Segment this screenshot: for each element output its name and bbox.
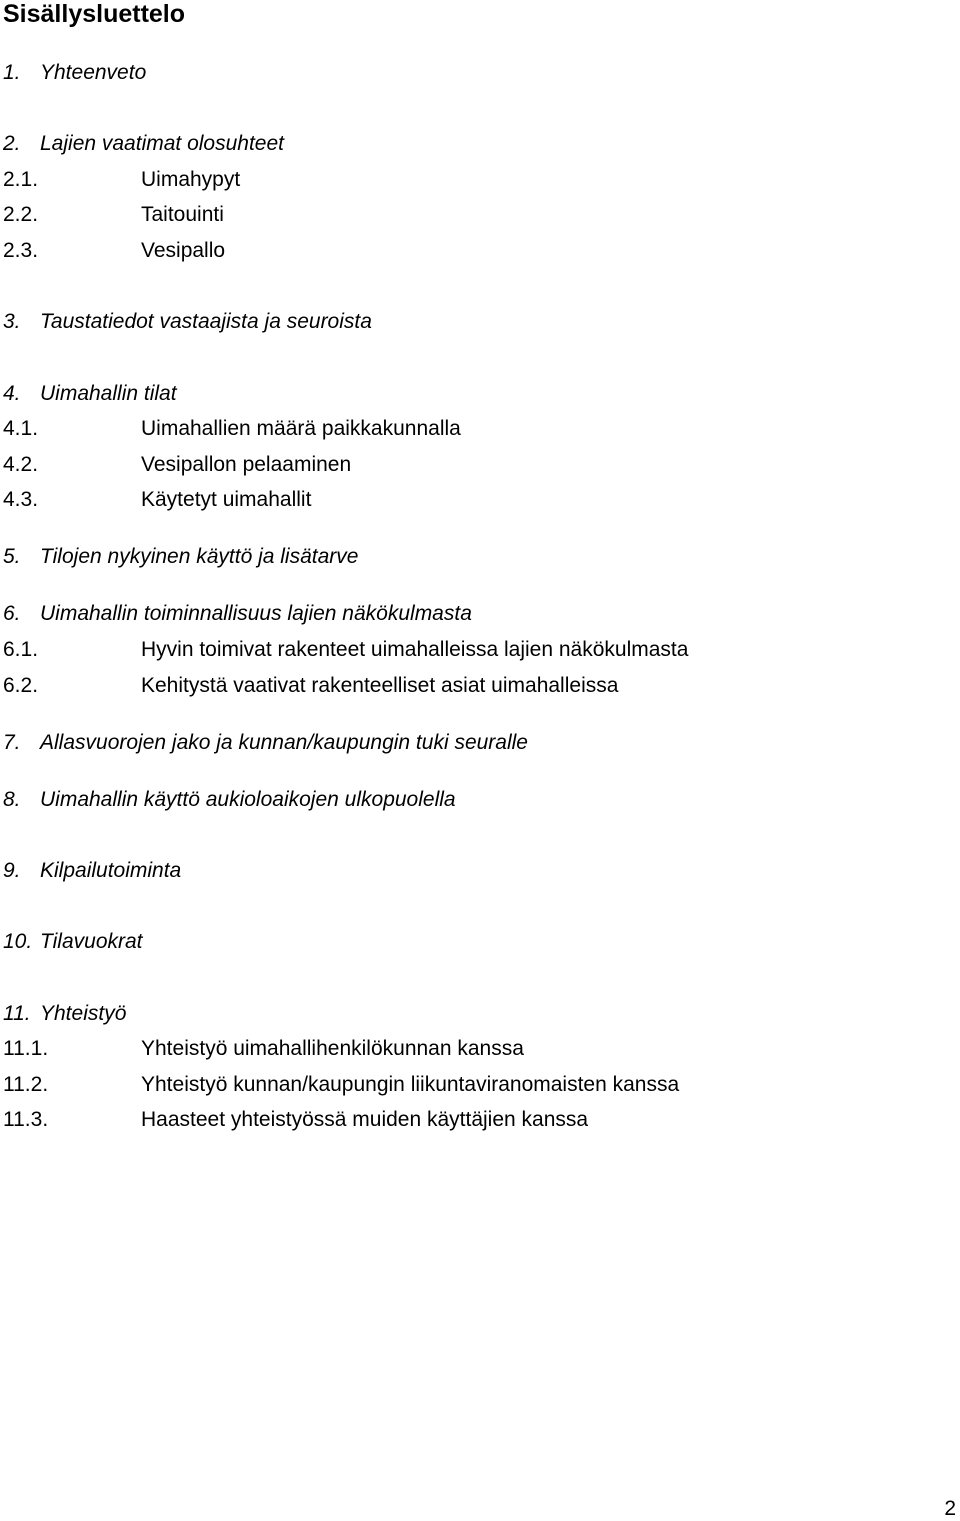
- toc-entry-5: [3, 545, 358, 569]
- toc-entry-number: 11.1.: [3, 1037, 49, 1060]
- page-number: 2: [944, 1497, 956, 1520]
- toc-entry-text: Haasteet yhteistyössä muiden käyttäjien kanssa: [141, 1108, 589, 1131]
- toc-entry-11-3: [3, 1108, 588, 1132]
- toc-entry-6-1: [3, 638, 688, 662]
- toc-entry-number: 2.1.: [3, 168, 39, 191]
- toc-entry-2-2: [3, 203, 224, 227]
- toc-entry-number: 8.: [3, 788, 21, 811]
- toc-entry-9: [3, 859, 181, 883]
- toc-entry-text: Uimahallin toiminnallisuus lajien näkökulmasta: [40, 602, 472, 625]
- toc-entry-2-3: [3, 239, 225, 263]
- toc-entry-number: 6.1.: [3, 638, 39, 661]
- toc-entry-text: Hyvin toimivat rakenteet uimahalleissa lajien näkökulmasta: [141, 638, 689, 661]
- toc-entry-number: 1.: [3, 61, 21, 84]
- toc-entry-number: 10.: [3, 930, 33, 953]
- toc-entry-number: 11.: [3, 1002, 31, 1025]
- toc-entry-text: Käytetyt uimahallit: [141, 488, 312, 511]
- toc-entry-number: 5.: [3, 545, 21, 568]
- toc-entry-text: Tilavuokrat: [40, 930, 143, 953]
- toc-entry-4-3: [3, 488, 311, 512]
- toc-entry-number: 3.: [3, 310, 21, 333]
- toc-entry-text: Uimahallin tilat: [40, 382, 177, 405]
- toc-entry-text: Kilpailutoiminta: [40, 859, 182, 882]
- toc-entry-text: Yhteistyö kunnan/kaupungin liikuntaviranomaisten kanssa: [141, 1073, 680, 1096]
- toc-entry-text: Kehitystä vaativat rakenteelliset asiat uimahalleissa: [141, 674, 619, 697]
- toc-entry-number: 2.2.: [3, 203, 39, 226]
- toc-entry-text: Yhteistyö uimahallihenkilökunnan kanssa: [141, 1037, 524, 1060]
- toc-entry-11-1: [3, 1037, 524, 1061]
- toc-entry-text: Uimahallin käyttö aukioloaikojen ulkopuolella: [40, 788, 456, 811]
- toc-entry-number: 9.: [3, 859, 21, 882]
- toc-entry-11-2: [3, 1073, 679, 1097]
- toc-entry-6-2: [3, 674, 618, 698]
- toc-entry-4-2: [3, 453, 351, 477]
- toc-entry-7: [3, 731, 528, 755]
- toc-entry-number: 6.: [3, 602, 21, 625]
- toc-entry-text: Yhteistyö: [40, 1002, 127, 1025]
- toc-entry-text: Uimahallien määrä paikkakunnalla: [141, 417, 461, 440]
- toc-entry-3: [3, 310, 372, 334]
- toc-entry-text: Yhteenveto: [40, 61, 147, 84]
- toc-entry-number: 4.: [3, 382, 21, 405]
- toc-entry-number: 11.3.: [3, 1108, 49, 1131]
- toc-entry-2-1: [3, 168, 240, 192]
- toc-entry-text: Lajien vaatimat olosuhteet: [40, 132, 284, 155]
- toc-entry-number: 2.: [3, 132, 21, 155]
- toc-heading: Sisällysluettelo: [3, 0, 186, 28]
- toc-entry-6: [3, 602, 472, 626]
- toc-entry-4: [3, 382, 177, 406]
- toc-entry-1: [3, 61, 146, 85]
- toc-entry-text: Taitouinti: [141, 203, 224, 226]
- toc-entry-number: 4.2.: [3, 453, 39, 476]
- toc-entry-number: 7.: [3, 731, 21, 754]
- toc-entry-10: [3, 930, 143, 954]
- toc-entry-text: Vesipallo: [141, 239, 226, 262]
- toc-entry-text: Vesipallon pelaaminen: [141, 453, 352, 476]
- toc-entry-text: Tilojen nykyinen käyttö ja lisätarve: [40, 545, 359, 568]
- toc-entry-number: 4.1.: [3, 417, 39, 440]
- toc-entry-number: 2.3.: [3, 239, 39, 262]
- toc-entry-text: Allasvuorojen jako ja kunnan/kaupungin tuki seuralle: [40, 731, 528, 754]
- toc-entry-number: 6.2.: [3, 674, 39, 697]
- toc-entry-number: 4.3.: [3, 488, 39, 511]
- toc-entry-11: [3, 1002, 126, 1026]
- toc-entry-8: [3, 788, 456, 812]
- toc-entry-text: Taustatiedot vastaajista ja seuroista: [40, 310, 372, 333]
- toc-entry-text: Uimahypyt: [141, 168, 241, 191]
- toc-entry-number: 11.2.: [3, 1073, 49, 1096]
- toc-entry-2: [3, 132, 284, 156]
- toc-entry-4-1: [3, 417, 461, 441]
